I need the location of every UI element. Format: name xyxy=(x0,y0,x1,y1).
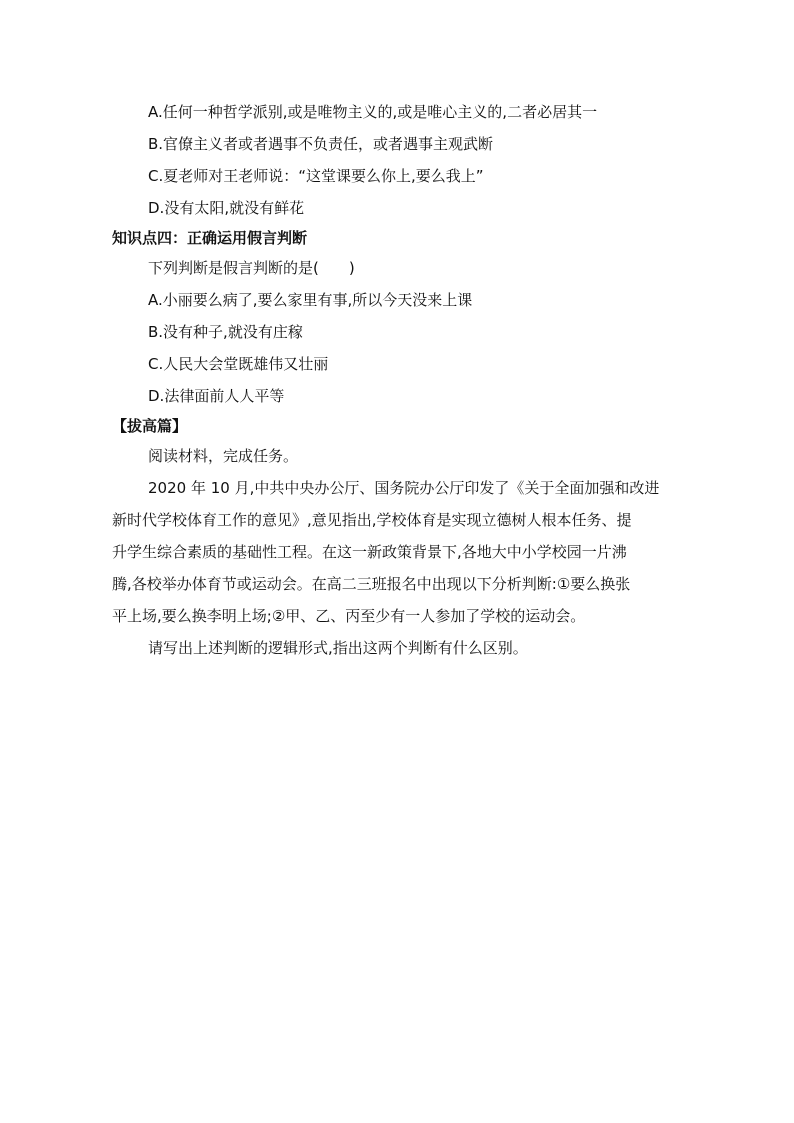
option-1d: D.没有太阳,就没有鲜花 xyxy=(148,199,305,217)
material-line: 2020 年 10 月,中共中央办公厅、国务院办公厅印发了《关于全面加强和改进 xyxy=(148,479,660,497)
section-heading-knowledge-point-4: 知识点四：正确运用假言判断 xyxy=(112,229,308,247)
option-1c: C.夏老师对王老师说：“这堂课要么你上,要么我上” xyxy=(148,167,484,185)
material-line: 腾,各校举办体育节或运动会。在高二三班报名中出现以下分析判断:①要么换张 xyxy=(112,575,631,593)
task-text: 请写出上述判断的逻辑形式,指出这两个判断有什么区别。 xyxy=(148,639,528,657)
option-1a: A.任何一种哲学派别,或是唯物主义的,或是唯心主义的,二者必居其一 xyxy=(148,103,598,121)
option-1b: B.官僚主义者或者遇事不负责任，或者遇事主观武断 xyxy=(148,135,494,153)
document-content xyxy=(112,96,692,664)
option-2a: A.小丽要么病了,要么家里有事,所以今天没来上课 xyxy=(148,291,473,309)
option-2c: C.人民大会堂既雄伟又壮丽 xyxy=(148,355,329,373)
option-2b: B.没有种子,就没有庄稼 xyxy=(148,323,303,341)
section-heading-advanced: 【拔高篇】 xyxy=(112,417,188,435)
material-line: 新时代学校体育工作的意见》,意见指出,学校体育是实现立德树人根本任务、提 xyxy=(112,511,632,529)
option-2d: D.法律面前人人平等 xyxy=(148,387,285,405)
material-line: 平上场,要么换李明上场;②甲、乙、丙至少有一人参加了学校的运动会。 xyxy=(112,607,586,625)
instruction-text: 阅读材料，完成任务。 xyxy=(148,447,299,465)
material-line: 升学生综合素质的基础性工程。在这一新政策背景下,各地大中小学校园一片沸 xyxy=(112,543,627,561)
question-text: 下列判断是假言判断的是( ) xyxy=(148,259,355,277)
material-paragraph xyxy=(112,472,692,632)
